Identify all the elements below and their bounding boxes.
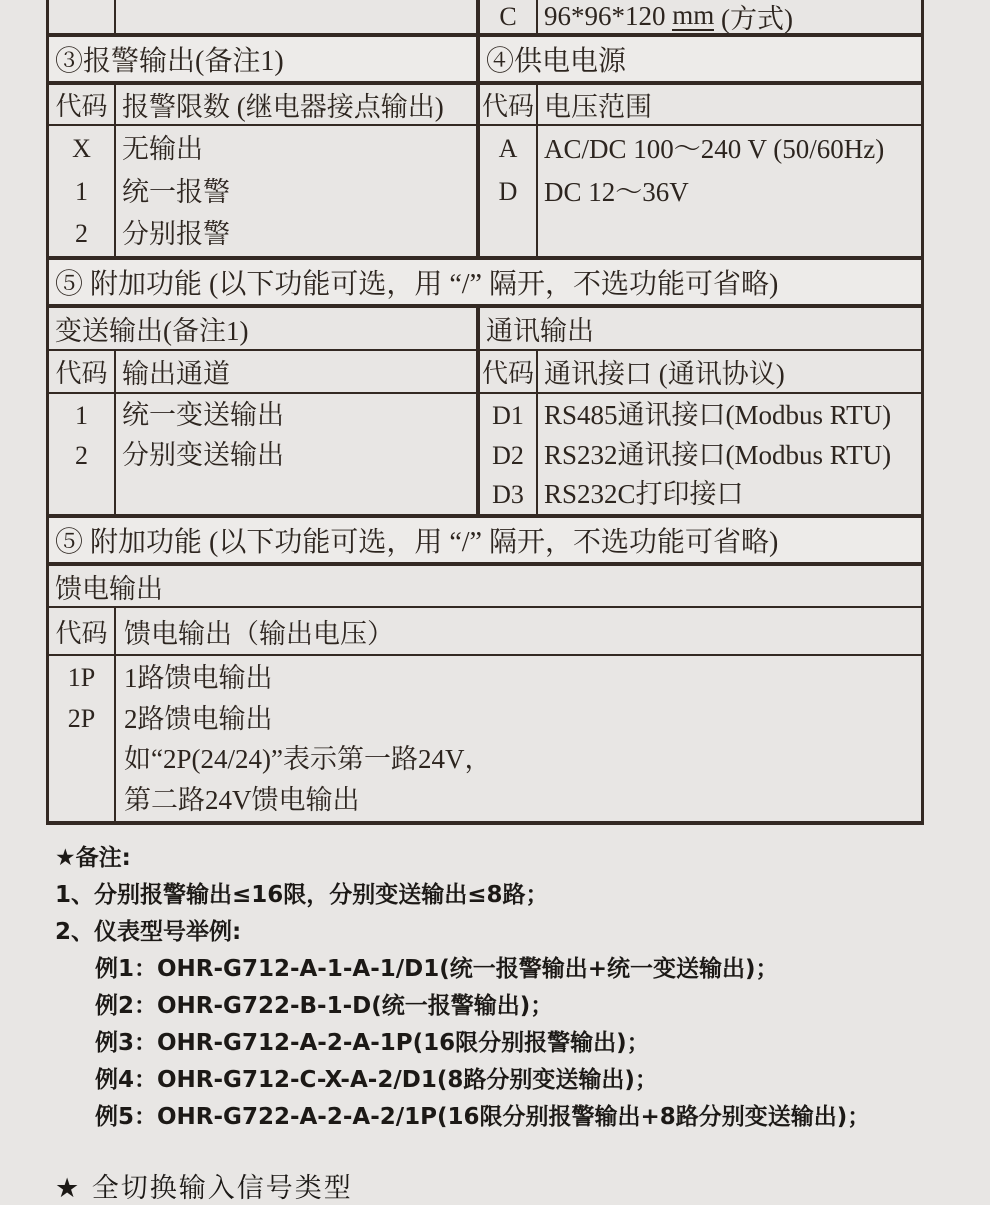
comm-code: D2 <box>492 440 524 470</box>
power-descs <box>536 126 921 256</box>
comm-code: D1 <box>492 401 524 430</box>
transmit-desc: 分别变送输出 <box>122 439 284 470</box>
alarm-desc: 统一报警 <box>122 176 230 207</box>
feed-output-title: 馈电输出 <box>55 573 163 604</box>
section-5-header-2 <box>49 518 921 566</box>
code-column-header: 代码 <box>476 351 536 392</box>
transmit-descs <box>114 394 476 514</box>
remarks-header: ★备注: <box>55 845 131 871</box>
feed-code: 2P <box>67 703 96 733</box>
voltage-range-header: 电压范围 <box>536 85 921 124</box>
comm-output-title: 通讯输出 <box>476 308 921 349</box>
code-column-header: 代码 <box>476 85 536 124</box>
output-channel-header: 输出通道 <box>114 351 476 392</box>
feed-code: 1P <box>67 663 96 692</box>
alarm-descs <box>114 126 476 256</box>
remarks-section <box>55 840 955 1205</box>
addon-title-1: ⑤ 附加功能 (以下功能可选，用 “/” 隔开，不选功能可省略) <box>55 269 779 300</box>
alarm-desc: 无输出 <box>122 134 203 164</box>
model-example-2: 例2：OHR-G722-B-1-D(统一报警输出)； <box>95 993 554 1019</box>
code-column-header: 代码 <box>55 359 108 388</box>
comm-desc: RS232C打印接口 <box>544 479 744 509</box>
transmit-output-title: 变送输出(备注1) <box>55 316 249 346</box>
feed-desc: 2路馈电输出 <box>124 703 273 734</box>
model-example-3: 例3：OHR-G712-A-2-A-1P(16限分别报警输出)； <box>95 1030 650 1056</box>
remark-item-1: 1、分别报警输出≤16限，分别变送输出≤8路； <box>55 882 549 908</box>
transmit-codes <box>49 394 114 514</box>
comm-descs <box>536 394 921 514</box>
transmit-code: 2 <box>75 440 88 470</box>
signal-type-footer: ★ 全切换输入信号类型 <box>55 1173 353 1204</box>
model-example-1: 例1：OHR-G712-A-1-A-1/D1(统一报警输出+统一变送输出)； <box>95 956 779 982</box>
feed-output-subheader <box>49 566 921 608</box>
feed-desc: 1路馈电输出 <box>124 663 273 693</box>
transmit-desc: 统一变送输出 <box>122 400 284 430</box>
size-desc-mm: mm <box>672 0 715 30</box>
alarm-code: X <box>72 134 91 163</box>
alarm-codes <box>49 126 114 256</box>
comm-code: D3 <box>492 480 524 509</box>
section-5-header-1 <box>49 260 921 308</box>
section-3-4-header <box>49 37 921 85</box>
transmit-comm-column-headers <box>49 351 921 394</box>
size-desc <box>536 0 921 33</box>
comm-desc: RS485通讯接口(Modbus RTU) <box>544 400 892 430</box>
feed-descs <box>114 656 921 821</box>
alarm-desc: 分别报警 <box>122 219 230 249</box>
power-desc: AC/DC 100～240 V (50/60Hz) <box>544 134 885 164</box>
transmit-comm-subheader <box>49 308 921 351</box>
feed-column-headers <box>49 608 921 656</box>
empty-cell <box>49 0 114 33</box>
alarm-code: 2 <box>75 219 88 248</box>
comm-interface-header: 通讯接口 (通讯协议) <box>536 351 921 392</box>
empty-cell <box>114 0 476 33</box>
alarm-power-column-headers <box>49 85 921 126</box>
comm-codes <box>476 394 536 514</box>
alarm-output-title: ③报警输出(备注1) <box>55 46 284 77</box>
feed-desc: 如“2P(24/24)”表示第一路24V， <box>124 744 492 774</box>
feed-desc: 第二路24V馈电输出 <box>124 784 360 815</box>
alarm-code: 1 <box>75 176 88 206</box>
power-code: D <box>498 176 518 206</box>
code-column-header: 代码 <box>55 92 108 121</box>
feed-data <box>49 656 921 821</box>
remark-item-2: 2、仪表型号举例: <box>55 919 242 945</box>
ordering-spec-table <box>46 0 924 825</box>
size-code: C <box>476 0 536 33</box>
alarm-limit-header: 报警限数 (继电器接点输出) <box>114 85 476 124</box>
model-example-5: 例5：OHR-G722-A-2-A-2/1P(16限分别报警输出+8路分别变送输出)； <box>95 1104 871 1130</box>
size-desc-pre: 96*96*120 <box>544 1 673 31</box>
size-row-c <box>49 0 921 37</box>
alarm-power-data <box>49 126 921 260</box>
transmit-comm-data <box>49 394 921 518</box>
size-desc-post: (方式) <box>714 4 793 33</box>
power-desc: DC 12～36V <box>544 176 689 207</box>
comm-desc: RS232通讯接口(Modbus RTU) <box>544 439 892 470</box>
code-column-header: 代码 <box>55 618 108 648</box>
feed-voltage-header: 馈电输出（输出电压） <box>114 608 921 654</box>
addon-title-2: ⑤ 附加功能 (以下功能可选，用 “/” 隔开，不选功能可省略) <box>55 527 779 558</box>
power-codes <box>476 126 536 256</box>
feed-codes <box>49 656 114 821</box>
transmit-code: 1 <box>75 401 88 430</box>
power-supply-title: ④供电电源 <box>476 37 921 81</box>
model-example-4: 例4：OHR-G712-C-X-A-2/D1(8路分别变送输出)； <box>95 1067 658 1093</box>
power-code: A <box>498 134 518 163</box>
